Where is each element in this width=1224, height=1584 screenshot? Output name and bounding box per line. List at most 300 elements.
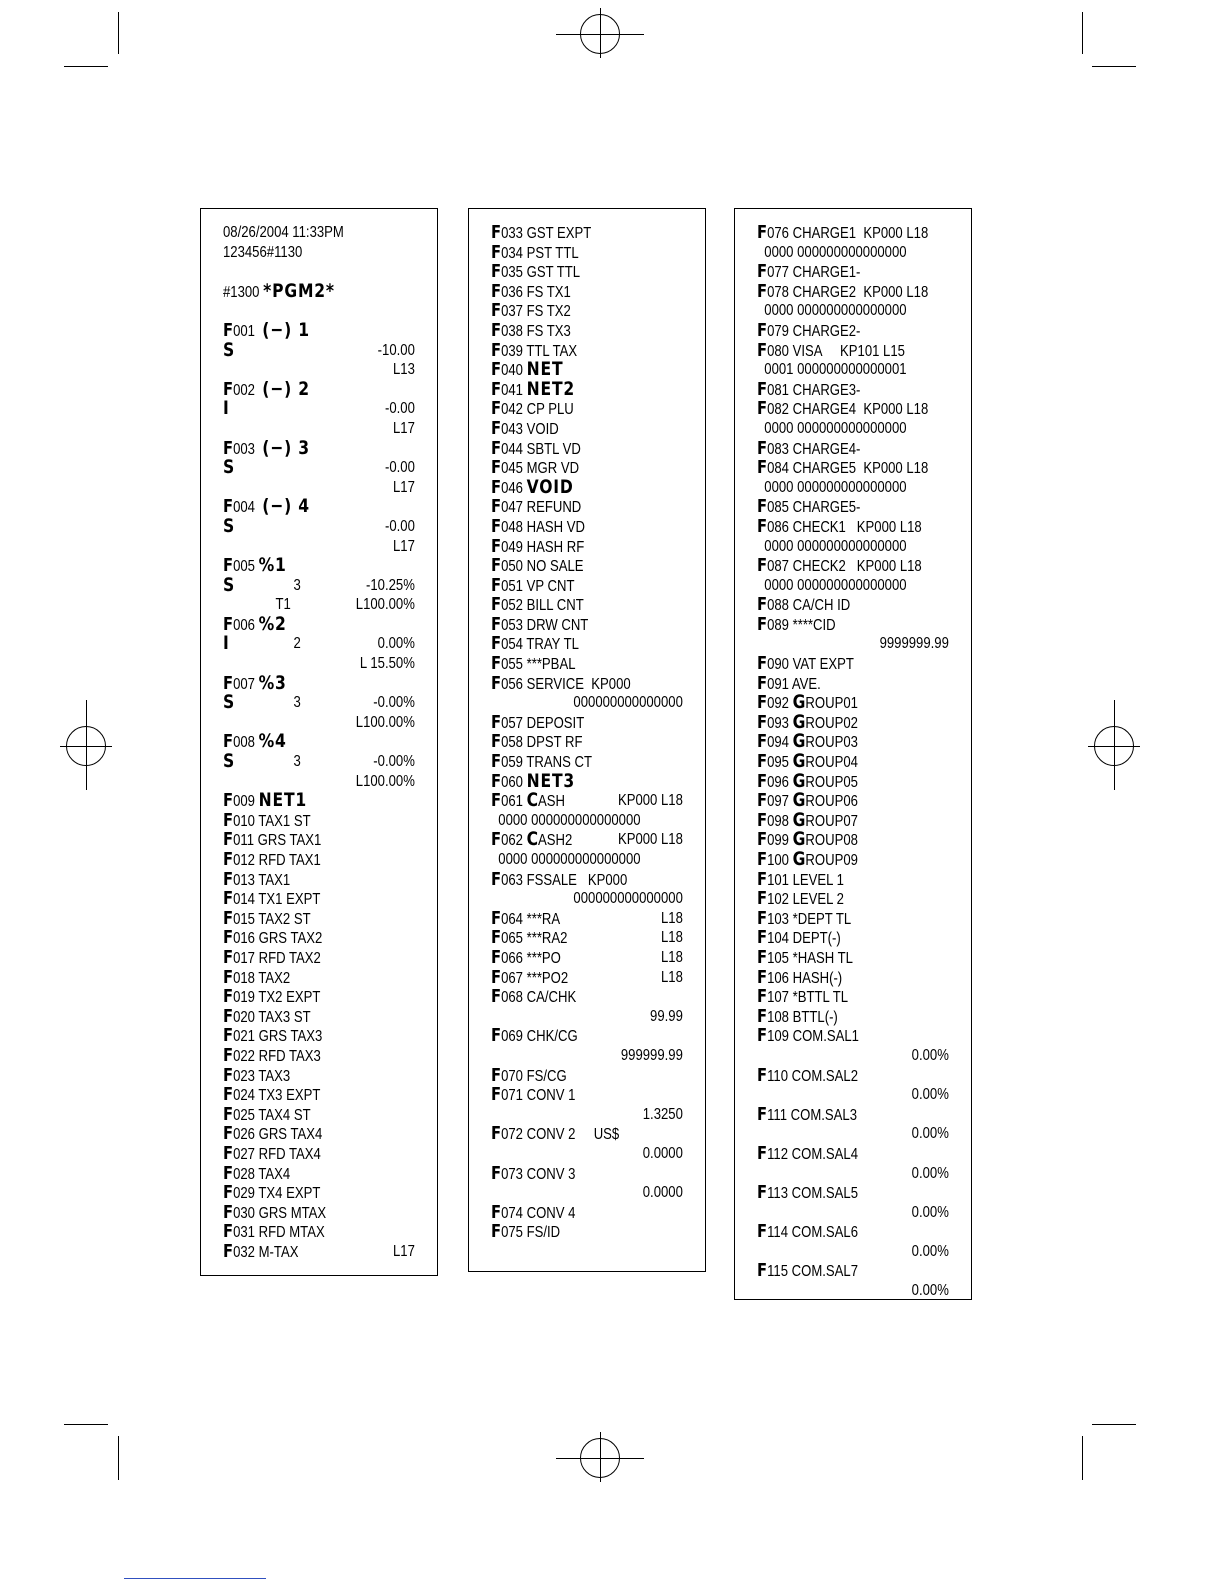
- receipt-line: [491, 1066, 650, 1086]
- line-text: 035 GST TTL: [501, 264, 581, 282]
- receipt-line: [757, 380, 916, 400]
- line-text: 072 CONV 2 US$: [501, 1126, 620, 1144]
- line-text: 052 BILL CNT: [501, 597, 584, 615]
- field-prefix: F: [491, 1201, 502, 1223]
- line-text: 090 VAT EXPT: [767, 656, 854, 674]
- receipt-line: [757, 1222, 916, 1242]
- crop-mark: [1082, 1436, 1083, 1480]
- receipt-line: [757, 769, 916, 792]
- receipt-line: [223, 497, 382, 517]
- field-prefix: F: [491, 417, 502, 439]
- receipt-line: [223, 791, 382, 811]
- receipt-line: [223, 968, 382, 988]
- receipt-line: [491, 732, 650, 752]
- receipt-line: [491, 1007, 683, 1027]
- line-text: ASH: [538, 793, 566, 811]
- line-text: 042 CP PLU: [501, 401, 574, 419]
- receipt-line: [757, 968, 916, 988]
- line-text: G: [792, 750, 806, 773]
- field-prefix: F: [491, 437, 502, 459]
- receipt-line: [223, 1085, 382, 1105]
- line-value: 0.00%: [911, 1242, 949, 1260]
- receipt-line: [223, 537, 415, 557]
- line-text: 024 TX3 EXPT: [233, 1087, 321, 1105]
- line-text: 059 TRANS CT: [501, 754, 592, 772]
- receipt-line: [757, 1026, 916, 1046]
- receipt-line: [491, 282, 650, 302]
- line-text: S: [223, 691, 236, 714]
- receipt-line: [757, 654, 916, 674]
- line-text: 015 TAX2 ST: [233, 910, 311, 928]
- receipt-line: [757, 243, 916, 263]
- line-text: C: [526, 789, 539, 812]
- receipt-line: [491, 946, 683, 968]
- line-text: 083 CHARGE4-: [767, 440, 861, 458]
- line-text: C: [526, 828, 539, 851]
- line-text: 08/26/2004 11:33PM: [223, 224, 344, 241]
- receipt-line: [223, 1046, 382, 1066]
- line-text: #1300: [223, 283, 264, 301]
- field-prefix: F: [223, 1123, 234, 1145]
- line-value: L 15.50%: [359, 655, 415, 673]
- field-prefix: F: [491, 457, 502, 479]
- receipt-line: [491, 907, 683, 929]
- field-prefix: F: [757, 261, 768, 283]
- field-prefix: F: [491, 770, 502, 792]
- line-text: T1: [275, 596, 291, 614]
- field-prefix: F: [491, 1025, 502, 1047]
- receipt-line: [223, 1124, 382, 1144]
- receipt-line: [757, 693, 916, 713]
- receipt-line: [223, 436, 382, 459]
- line-text: 087 CHECK2 KP000 L18: [767, 558, 922, 576]
- receipt-line: [757, 1281, 949, 1301]
- line-text: 081 CHARGE3-: [767, 381, 861, 399]
- reg-line: [600, 1432, 601, 1482]
- receipt-line: [491, 789, 683, 812]
- line-text: %2: [258, 612, 287, 635]
- line-text: I: [223, 397, 230, 420]
- line-text: 078 CHARGE2 KP000 L18: [767, 283, 929, 301]
- line-text: 049 HASH RF: [501, 538, 585, 556]
- receipt-line: [491, 321, 650, 341]
- line-text: G: [792, 710, 806, 733]
- line-value: 0.00%: [377, 635, 415, 653]
- line-text: VOID: [526, 475, 574, 498]
- line-text: 046: [501, 479, 527, 497]
- line-text: 098: [767, 812, 793, 830]
- field-prefix: F: [757, 966, 768, 988]
- line-text: S: [223, 750, 236, 773]
- line-text: 010 TAX1 ST: [233, 812, 311, 830]
- crop-mark: [1092, 66, 1136, 67]
- crop-mark: [118, 1436, 119, 1480]
- field-prefix: F: [757, 398, 768, 420]
- line-text: ROUP02: [805, 714, 858, 732]
- line-text: 086 CHECK1 KP000 L18: [767, 518, 922, 536]
- receipt-line: [223, 671, 382, 694]
- field-prefix: F: [757, 1005, 768, 1027]
- field-prefix: F: [491, 829, 502, 851]
- line-text: 092: [767, 695, 793, 713]
- field-prefix: F: [757, 653, 768, 675]
- receipt-line: [757, 341, 916, 361]
- receipt-line: [223, 1066, 382, 1086]
- line-text: 107 *BTTL TL: [767, 989, 849, 1007]
- field-prefix: F: [223, 1025, 234, 1047]
- line-text: ROUP01: [805, 695, 858, 713]
- receipt-line: [223, 987, 382, 1007]
- receipt-line: [757, 1203, 949, 1223]
- line-text: 032 M-TAX: [233, 1243, 299, 1261]
- line-text: 063 FSSALE KP000: [501, 871, 628, 889]
- line-text: 077 CHARGE1-: [767, 264, 861, 282]
- receipt-line: [491, 262, 650, 282]
- line-text: 033 GST EXPT: [501, 225, 592, 242]
- field-prefix: F: [757, 751, 768, 773]
- receipt-line: [757, 850, 916, 870]
- receipt-line: [223, 223, 382, 243]
- receipt-line: [223, 909, 382, 929]
- receipt-line: [491, 811, 650, 831]
- line-text: 102 LEVEL 2: [767, 891, 844, 909]
- line-text: ROUP09: [805, 852, 858, 869]
- line-text: 0000 000000000000000: [757, 537, 907, 555]
- field-prefix: F: [757, 1260, 768, 1282]
- crop-mark: [1082, 12, 1083, 54]
- receipt-column-1: [200, 208, 438, 1276]
- field-prefix: F: [223, 927, 234, 949]
- receipt-line: [223, 948, 382, 968]
- line-value: L18: [660, 929, 683, 947]
- footer-rule: [124, 1578, 266, 1579]
- field-prefix: F: [491, 653, 502, 675]
- field-prefix: F: [223, 437, 234, 459]
- field-prefix: F: [757, 731, 768, 753]
- line-text: 101 LEVEL 1: [767, 871, 844, 889]
- line-text: 080 VISA KP101 L15: [767, 342, 905, 360]
- receipt-line: [491, 987, 650, 1007]
- line-text: 089 ****CID: [767, 616, 836, 634]
- line-text: 105 *HASH TL: [767, 949, 853, 967]
- receipt-line: [491, 769, 650, 792]
- line-text: G: [792, 848, 806, 870]
- line-text: (−) 3: [262, 436, 310, 459]
- line-value: -0.00: [384, 400, 415, 418]
- receipt-line: [223, 713, 415, 733]
- line-text: 040: [501, 362, 527, 380]
- receipt-line: [223, 1164, 382, 1184]
- receipt-line: [223, 811, 382, 831]
- line-text: G: [792, 730, 806, 753]
- line-text: 115 COM.SAL7: [767, 1263, 859, 1281]
- receipt-line: [757, 280, 929, 302]
- receipt-line: [757, 478, 916, 498]
- line-value: L18: [660, 948, 683, 966]
- field-prefix: F: [757, 222, 768, 243]
- field-prefix: F: [491, 1084, 502, 1106]
- line-text: 093: [767, 714, 793, 732]
- field-prefix: F: [491, 535, 502, 557]
- field-prefix: F: [223, 1084, 234, 1106]
- line-text: 005: [233, 558, 259, 576]
- receipt-line: [491, 537, 650, 557]
- line-text: G: [792, 769, 806, 792]
- receipt-line: [223, 377, 382, 400]
- crop-mark: [1092, 1424, 1136, 1425]
- receipt-line: [223, 595, 415, 615]
- line-value: 000000000000000: [573, 890, 683, 908]
- line-text: 3: [293, 753, 301, 771]
- field-prefix: F: [491, 672, 502, 694]
- receipt-line: [223, 691, 415, 714]
- line-text: 068 CA/CHK: [501, 989, 577, 1007]
- line-text: 011 GRS TAX1: [233, 832, 322, 850]
- field-prefix: F: [757, 849, 768, 870]
- field-prefix: F: [223, 1103, 234, 1125]
- field-prefix: F: [757, 790, 768, 812]
- field-prefix: F: [491, 339, 502, 361]
- line-text: (−) 1: [262, 318, 310, 341]
- line-text: 029 TX4 EXPT: [233, 1185, 321, 1203]
- line-text: S: [223, 514, 236, 537]
- field-prefix: F: [491, 594, 502, 616]
- field-prefix: F: [757, 692, 768, 714]
- receipt-line: [223, 612, 382, 635]
- field-prefix: F: [491, 555, 502, 577]
- receipt-column-2: [468, 208, 706, 1272]
- receipt-line: [491, 927, 683, 949]
- line-value: L17: [392, 419, 415, 437]
- field-prefix: F: [491, 515, 502, 537]
- line-text: 022 RFD TAX3: [233, 1047, 321, 1065]
- line-text: 041: [501, 381, 527, 399]
- receipt-line: [491, 1124, 650, 1144]
- receipt-line: [491, 828, 683, 851]
- receipt-line: [757, 497, 916, 517]
- receipt-line: [491, 399, 650, 419]
- field-prefix: F: [491, 613, 502, 635]
- receipt-line: [491, 1085, 650, 1105]
- line-text: 067 ***PO2: [501, 969, 569, 987]
- line-text: S: [223, 573, 236, 596]
- field-prefix: F: [223, 1182, 234, 1204]
- receipt-line: [223, 632, 415, 655]
- line-text: ASH2: [538, 832, 573, 850]
- receipt-line: [491, 889, 683, 909]
- receipt-line: [757, 1007, 916, 1027]
- field-prefix: F: [491, 300, 502, 322]
- receipt-line: [223, 1203, 382, 1223]
- field-prefix: F: [223, 1162, 234, 1184]
- line-text: 0000 000000000000000: [491, 851, 641, 868]
- receipt-line: [757, 1066, 916, 1086]
- receipt-line: [757, 1242, 949, 1262]
- field-prefix: F: [757, 927, 768, 949]
- field-prefix: F: [757, 594, 768, 616]
- line-text: 112 COM.SAL4: [767, 1145, 859, 1163]
- line-text: 085 CHARGE5-: [767, 499, 861, 517]
- field-prefix: F: [223, 907, 234, 929]
- line-text: S: [223, 456, 236, 479]
- line-value: -10.25%: [366, 576, 415, 594]
- field-prefix: F: [223, 888, 234, 910]
- receipt-line: [491, 576, 650, 596]
- receipt-column-3: [734, 208, 972, 1300]
- field-prefix: F: [223, 1201, 234, 1223]
- receipt-line: [223, 732, 382, 752]
- receipt-line: [223, 870, 382, 890]
- line-text: 084 CHARGE5 KP000 L18: [767, 460, 929, 478]
- receipt-line: [757, 615, 916, 635]
- field-prefix: F: [491, 319, 502, 341]
- field-prefix: F: [757, 986, 768, 1008]
- line-text: 3: [293, 694, 301, 712]
- receipt-line: [757, 360, 916, 380]
- field-prefix: F: [757, 496, 768, 518]
- receipt-line: [491, 966, 683, 988]
- receipt-line: [491, 1105, 683, 1125]
- field-prefix: F: [223, 966, 234, 988]
- line-value: -0.00: [384, 459, 415, 477]
- receipt-line: [223, 830, 382, 850]
- line-text: 016 GRS TAX2: [233, 930, 323, 948]
- line-value: L17: [392, 537, 415, 555]
- line-text: %1: [258, 554, 287, 577]
- receipt-line: [757, 222, 929, 243]
- line-text: ROUP07: [805, 812, 858, 830]
- line-text: I: [223, 632, 230, 655]
- line-value: 9999999.99: [879, 635, 949, 653]
- receipt-line: [757, 576, 916, 596]
- receipt-line: [491, 1144, 683, 1164]
- line-value: L100.00%: [355, 772, 415, 790]
- line-text: 047 REFUND: [501, 499, 582, 517]
- line-value: 0.0000: [642, 1184, 683, 1202]
- line-text: 074 CONV 4: [501, 1204, 576, 1222]
- line-value: L17: [392, 478, 415, 496]
- line-value: 0.00%: [911, 1282, 949, 1300]
- line-text: 095: [767, 754, 793, 772]
- receipt-line: [223, 318, 382, 341]
- field-prefix: F: [491, 751, 502, 773]
- line-text: 026 GRS TAX4: [233, 1126, 323, 1144]
- field-prefix: F: [491, 1123, 502, 1145]
- field-prefix: F: [757, 1064, 768, 1086]
- line-text: 060: [501, 773, 527, 791]
- field-prefix: F: [491, 966, 502, 988]
- receipt-line: [757, 1085, 949, 1105]
- crop-mark: [64, 1424, 108, 1425]
- line-text: 075 FS/ID: [501, 1224, 561, 1242]
- field-prefix: F: [757, 437, 768, 459]
- blank-line: [223, 301, 417, 321]
- line-value: 0.00%: [911, 1164, 949, 1182]
- receipt-line: [223, 1222, 382, 1242]
- field-prefix: F: [223, 946, 234, 968]
- field-prefix: F: [223, 613, 234, 635]
- line-text: G: [792, 691, 806, 714]
- receipt-line: [757, 710, 916, 733]
- receipt-line: [757, 928, 916, 948]
- line-text: 123456#1130: [223, 243, 303, 261]
- field-prefix: F: [757, 280, 768, 302]
- field-prefix: F: [223, 1142, 234, 1164]
- receipt-line: [223, 1183, 382, 1203]
- field-prefix: F: [491, 241, 502, 263]
- field-prefix: F: [757, 1182, 768, 1204]
- field-prefix: F: [757, 907, 768, 929]
- receipt-line: [491, 654, 650, 674]
- line-value: 0.00%: [911, 1086, 949, 1104]
- line-text: ROUP03: [805, 734, 858, 752]
- line-text: 103 *DEPT TL: [767, 910, 852, 928]
- field-prefix: F: [491, 378, 502, 400]
- receipt-line: [757, 457, 929, 479]
- field-prefix: F: [491, 868, 502, 890]
- field-prefix: F: [757, 809, 768, 831]
- receipt-line: [757, 1183, 916, 1203]
- line-text: 096: [767, 773, 793, 791]
- line-text: ROUP05: [805, 773, 858, 791]
- line-text: 054 TRAY TL: [501, 636, 579, 654]
- line-text: 071 CONV 1: [501, 1087, 576, 1105]
- field-prefix: F: [491, 790, 502, 812]
- line-text: 091 AVE.: [767, 675, 821, 693]
- field-prefix: F: [223, 378, 234, 400]
- line-text: 001: [233, 322, 263, 340]
- line-text: (−) 2: [262, 377, 310, 400]
- receipt-line: [491, 713, 650, 733]
- field-prefix: F: [491, 927, 502, 949]
- line-text: 065 ***RA2: [501, 930, 568, 948]
- field-prefix: F: [491, 711, 502, 733]
- receipt-line: [757, 752, 916, 772]
- field-prefix: F: [757, 672, 768, 694]
- line-text: 036 FS TX1: [501, 283, 571, 301]
- receipt-line: [491, 475, 650, 498]
- field-prefix: F: [757, 319, 768, 341]
- line-text: 023 TAX3: [233, 1067, 291, 1085]
- line-text: 094: [767, 734, 793, 752]
- line-text: *PGM2*: [263, 279, 335, 302]
- field-prefix: F: [757, 339, 768, 361]
- line-text: 2: [293, 635, 301, 653]
- line-value: L18: [660, 968, 683, 986]
- receipt-line: [491, 377, 650, 400]
- receipt-line: [491, 1222, 650, 1242]
- line-text: 069 CHK/CG: [501, 1028, 578, 1046]
- line-text: 0000 000000000000000: [757, 302, 907, 320]
- line-text: 111 COM.SAL3: [767, 1106, 858, 1124]
- field-prefix: F: [757, 1103, 768, 1125]
- line-text: 002: [233, 381, 263, 399]
- field-prefix: F: [491, 280, 502, 302]
- receipt-line: [491, 634, 650, 654]
- receipt-line: [757, 262, 916, 282]
- line-value: L18: [660, 909, 683, 927]
- field-prefix: F: [223, 319, 234, 341]
- field-prefix: F: [491, 1064, 502, 1086]
- receipt-line: [491, 439, 650, 459]
- receipt-line: [491, 1164, 650, 1184]
- receipt-line: [223, 1026, 382, 1046]
- field-prefix: F: [757, 1025, 768, 1047]
- line-text: 076 CHARGE1 KP000 L18: [767, 225, 929, 242]
- receipt-line: [757, 1105, 916, 1125]
- receipt-line: [757, 1046, 949, 1066]
- receipt-line: [757, 1164, 949, 1184]
